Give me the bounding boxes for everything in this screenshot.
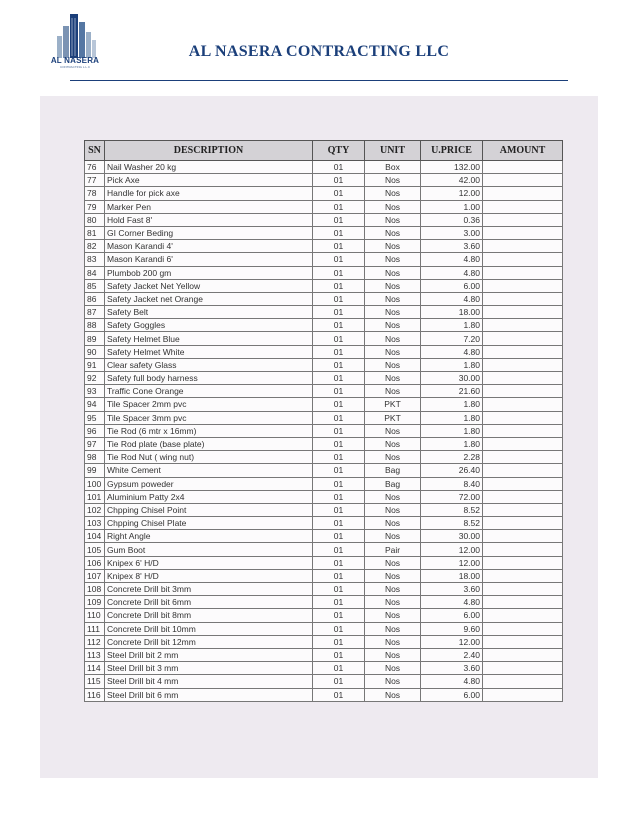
column-header-unit-price: U.PRICE — [421, 141, 483, 161]
cell-qty: 01 — [313, 332, 365, 345]
cell-qty: 01 — [313, 187, 365, 200]
cell-qty: 01 — [313, 398, 365, 411]
cell-unit: Nos — [365, 292, 421, 305]
cell-unit-price: 1.00 — [421, 200, 483, 213]
cell-qty: 01 — [313, 662, 365, 675]
table-row — [85, 464, 563, 477]
logo-text: AL NASERA — [50, 56, 100, 65]
column-header-unit: UNIT — [365, 141, 421, 161]
cell-unit-price: 4.80 — [421, 266, 483, 279]
cell-sn: 116 — [85, 688, 105, 701]
cell-unit-price: 4.80 — [421, 345, 483, 358]
cell-unit-price: 6.00 — [421, 609, 483, 622]
cell-unit: Nos — [365, 372, 421, 385]
cell-sn: 91 — [85, 358, 105, 371]
cell-sn: 87 — [85, 306, 105, 319]
cell-unit-price: 12.00 — [421, 187, 483, 200]
cell-sn: 98 — [85, 451, 105, 464]
cell-sn: 83 — [85, 253, 105, 266]
table-row — [85, 583, 563, 596]
cell-unit-price: 0.36 — [421, 213, 483, 226]
cell-amount — [483, 319, 563, 332]
cell-unit-price: 1.80 — [421, 398, 483, 411]
cell-amount — [483, 226, 563, 239]
cell-description: Knipex 6' H/D — [105, 556, 313, 569]
cell-unit: Nos — [365, 332, 421, 345]
cell-qty: 01 — [313, 675, 365, 688]
cell-description: Traffic Cone Orange — [105, 385, 313, 398]
cell-unit-price: 21.60 — [421, 385, 483, 398]
table-row — [85, 556, 563, 569]
cell-unit: Nos — [365, 596, 421, 609]
cell-amount — [483, 556, 563, 569]
cell-description: Safety full body harness — [105, 372, 313, 385]
cell-unit: Nos — [365, 200, 421, 213]
cell-description: Tie Rod (6 mtr x 16mm) — [105, 424, 313, 437]
cell-description: White Cement — [105, 464, 313, 477]
cell-amount — [483, 662, 563, 675]
cell-description: Safety Belt — [105, 306, 313, 319]
cell-description: Chpping Chisel Plate — [105, 517, 313, 530]
cell-description: Handle for pick axe — [105, 187, 313, 200]
price-table — [84, 140, 563, 702]
cell-unit: Nos — [365, 358, 421, 371]
cell-unit-price: 3.60 — [421, 583, 483, 596]
cell-sn: 89 — [85, 332, 105, 345]
cell-description: Nail Washer 20 kg — [105, 161, 313, 174]
cell-description: Plumbob 200 gm — [105, 266, 313, 279]
cell-qty: 01 — [313, 411, 365, 424]
cell-qty: 01 — [313, 240, 365, 253]
cell-unit: Nos — [365, 279, 421, 292]
table-row — [85, 543, 563, 556]
cell-sn: 86 — [85, 292, 105, 305]
cell-unit: Nos — [365, 266, 421, 279]
table-row — [85, 226, 563, 239]
column-header-description: DESCRIPTION — [105, 141, 313, 161]
cell-unit: Nos — [365, 490, 421, 503]
cell-sn: 95 — [85, 411, 105, 424]
cell-sn: 108 — [85, 583, 105, 596]
cell-qty: 01 — [313, 543, 365, 556]
cell-amount — [483, 688, 563, 701]
company-name: AL NASERA CONTRACTING LLC — [188, 43, 450, 60]
cell-qty: 01 — [313, 648, 365, 661]
cell-unit-price: 6.00 — [421, 688, 483, 701]
cell-unit: Pair — [365, 543, 421, 556]
cell-sn: 88 — [85, 319, 105, 332]
cell-unit-price: 9.60 — [421, 622, 483, 635]
cell-amount — [483, 240, 563, 253]
cell-unit: Nos — [365, 648, 421, 661]
cell-unit: Nos — [365, 213, 421, 226]
cell-sn: 93 — [85, 385, 105, 398]
table-row — [85, 662, 563, 675]
cell-sn: 81 — [85, 226, 105, 239]
cell-unit-price: 4.80 — [421, 292, 483, 305]
cell-sn: 80 — [85, 213, 105, 226]
cell-sn: 104 — [85, 530, 105, 543]
cell-sn: 85 — [85, 279, 105, 292]
table-row — [85, 609, 563, 622]
cell-qty: 01 — [313, 477, 365, 490]
cell-unit-price: 18.00 — [421, 306, 483, 319]
cell-qty: 01 — [313, 292, 365, 305]
cell-amount — [483, 306, 563, 319]
cell-unit: Nos — [365, 345, 421, 358]
table-row — [85, 279, 563, 292]
cell-amount — [483, 279, 563, 292]
table-row — [85, 200, 563, 213]
cell-sn: 96 — [85, 424, 105, 437]
cell-qty: 01 — [313, 372, 365, 385]
cell-description: Safety Jacket Net Yellow — [105, 279, 313, 292]
cell-unit-price: 18.00 — [421, 569, 483, 582]
cell-unit: Bag — [365, 464, 421, 477]
cell-sn: 78 — [85, 187, 105, 200]
cell-qty: 01 — [313, 161, 365, 174]
cell-unit: Nos — [365, 635, 421, 648]
table-row — [85, 451, 563, 464]
logo-subtext: CONTRACTING L.L.C — [59, 65, 90, 69]
cell-amount — [483, 398, 563, 411]
cell-unit: PKT — [365, 398, 421, 411]
cell-sn: 82 — [85, 240, 105, 253]
cell-qty: 01 — [313, 437, 365, 450]
cell-amount — [483, 200, 563, 213]
cell-qty: 01 — [313, 253, 365, 266]
cell-amount — [483, 253, 563, 266]
cell-amount — [483, 609, 563, 622]
cell-unit-price: 3.60 — [421, 240, 483, 253]
cell-sn: 105 — [85, 543, 105, 556]
table-row — [85, 490, 563, 503]
table-row — [85, 398, 563, 411]
cell-description: Mason Karandi 6' — [105, 253, 313, 266]
table-row — [85, 437, 563, 450]
cell-qty: 01 — [313, 200, 365, 213]
cell-description: Right Angle — [105, 530, 313, 543]
cell-description: Clear safety Glass — [105, 358, 313, 371]
cell-unit-price: 1.80 — [421, 358, 483, 371]
table-row — [85, 292, 563, 305]
cell-sn: 92 — [85, 372, 105, 385]
column-header-sn: SN — [85, 141, 105, 161]
table-row — [85, 477, 563, 490]
cell-amount — [483, 530, 563, 543]
cell-amount — [483, 543, 563, 556]
cell-sn: 111 — [85, 622, 105, 635]
cell-qty: 01 — [313, 174, 365, 187]
cell-amount — [483, 437, 563, 450]
cell-sn: 97 — [85, 437, 105, 450]
cell-amount — [483, 332, 563, 345]
cell-description: Mason Karandi 4' — [105, 240, 313, 253]
table-header-row — [85, 141, 563, 161]
cell-amount — [483, 622, 563, 635]
cell-sn: 94 — [85, 398, 105, 411]
cell-unit: Nos — [365, 424, 421, 437]
column-header-amount: AMOUNT — [483, 141, 563, 161]
cell-description: Steel Drill bit 3 mm — [105, 662, 313, 675]
cell-description: Gypsum poweder — [105, 477, 313, 490]
cell-description: Tie Rod Nut ( wing nut) — [105, 451, 313, 464]
cell-description: Concrete Drill bit 10mm — [105, 622, 313, 635]
table-row — [85, 358, 563, 371]
cell-description: Tile Spacer 3mm pvc — [105, 411, 313, 424]
cell-description: Knipex 8' H/D — [105, 569, 313, 582]
cell-unit: PKT — [365, 411, 421, 424]
cell-amount — [483, 583, 563, 596]
cell-sn: 115 — [85, 675, 105, 688]
cell-amount — [483, 174, 563, 187]
cell-unit-price: 1.80 — [421, 411, 483, 424]
cell-unit-price: 4.80 — [421, 596, 483, 609]
cell-sn: 107 — [85, 569, 105, 582]
table-row — [85, 622, 563, 635]
cell-amount — [483, 451, 563, 464]
cell-unit-price: 1.80 — [421, 319, 483, 332]
cell-unit-price: 42.00 — [421, 174, 483, 187]
table-row — [85, 240, 563, 253]
cell-unit-price: 30.00 — [421, 530, 483, 543]
cell-sn: 113 — [85, 648, 105, 661]
cell-qty: 01 — [313, 226, 365, 239]
cell-unit-price: 6.00 — [421, 279, 483, 292]
cell-sn: 103 — [85, 517, 105, 530]
cell-qty: 01 — [313, 688, 365, 701]
cell-amount — [483, 464, 563, 477]
cell-amount — [483, 675, 563, 688]
table-row — [85, 424, 563, 437]
cell-unit-price: 132.00 — [421, 161, 483, 174]
cell-description: GI Corner Beding — [105, 226, 313, 239]
cell-sn: 101 — [85, 490, 105, 503]
cell-unit-price: 12.00 — [421, 543, 483, 556]
cell-amount — [483, 477, 563, 490]
cell-unit: Nos — [365, 187, 421, 200]
cell-amount — [483, 490, 563, 503]
table-row — [85, 675, 563, 688]
cell-sn: 112 — [85, 635, 105, 648]
cell-sn: 90 — [85, 345, 105, 358]
cell-qty: 01 — [313, 464, 365, 477]
cell-unit: Nos — [365, 583, 421, 596]
table-row — [85, 332, 563, 345]
cell-unit-price: 1.80 — [421, 437, 483, 450]
table-row — [85, 503, 563, 516]
cell-qty: 01 — [313, 385, 365, 398]
table-row — [85, 569, 563, 582]
cell-unit-price: 4.80 — [421, 253, 483, 266]
cell-amount — [483, 517, 563, 530]
cell-qty: 01 — [313, 279, 365, 292]
cell-amount — [483, 345, 563, 358]
cell-qty: 01 — [313, 635, 365, 648]
cell-unit: Nos — [365, 569, 421, 582]
cell-unit-price: 7.20 — [421, 332, 483, 345]
cell-unit: Nos — [365, 688, 421, 701]
table-row — [85, 306, 563, 319]
cell-unit-price: 26.40 — [421, 464, 483, 477]
cell-qty: 01 — [313, 569, 365, 582]
cell-sn: 99 — [85, 464, 105, 477]
cell-description: Steel Drill bit 4 mm — [105, 675, 313, 688]
cell-amount — [483, 266, 563, 279]
cell-sn: 84 — [85, 266, 105, 279]
cell-amount — [483, 424, 563, 437]
cell-description: Concrete Drill bit 3mm — [105, 583, 313, 596]
cell-description: Marker Pen — [105, 200, 313, 213]
table-row — [85, 345, 563, 358]
cell-qty: 01 — [313, 517, 365, 530]
cell-description: Safety Helmet White — [105, 345, 313, 358]
table-row — [85, 596, 563, 609]
cell-unit: Nos — [365, 437, 421, 450]
cell-description: Tile Spacer 2mm pvc — [105, 398, 313, 411]
cell-amount — [483, 292, 563, 305]
cell-qty: 01 — [313, 596, 365, 609]
cell-qty: 01 — [313, 530, 365, 543]
cell-amount — [483, 385, 563, 398]
cell-amount — [483, 569, 563, 582]
cell-sn: 110 — [85, 609, 105, 622]
cell-unit: Nos — [365, 174, 421, 187]
cell-amount — [483, 503, 563, 516]
cell-unit-price: 3.00 — [421, 226, 483, 239]
cell-amount — [483, 358, 563, 371]
cell-sn: 76 — [85, 161, 105, 174]
cell-sn: 102 — [85, 503, 105, 516]
cell-qty: 01 — [313, 424, 365, 437]
table-row — [85, 688, 563, 701]
cell-unit-price: 4.80 — [421, 675, 483, 688]
cell-unit-price: 3.60 — [421, 662, 483, 675]
cell-amount — [483, 411, 563, 424]
cell-qty: 01 — [313, 583, 365, 596]
cell-amount — [483, 187, 563, 200]
cell-unit: Nos — [365, 385, 421, 398]
table-row — [85, 372, 563, 385]
cell-unit-price: 1.80 — [421, 424, 483, 437]
table-row — [85, 530, 563, 543]
cell-description: Aluminium Patty 2x4 — [105, 490, 313, 503]
cell-amount — [483, 648, 563, 661]
cell-qty: 01 — [313, 358, 365, 371]
table-row — [85, 266, 563, 279]
cell-sn: 109 — [85, 596, 105, 609]
cell-qty: 01 — [313, 266, 365, 279]
cell-unit: Nos — [365, 253, 421, 266]
cell-unit: Nos — [365, 517, 421, 530]
cell-unit-price: 72.00 — [421, 490, 483, 503]
cell-qty: 01 — [313, 503, 365, 516]
cell-unit-price: 12.00 — [421, 556, 483, 569]
cell-sn: 77 — [85, 174, 105, 187]
cell-unit: Nos — [365, 662, 421, 675]
cell-qty: 01 — [313, 345, 365, 358]
cell-qty: 01 — [313, 451, 365, 464]
table-row — [85, 635, 563, 648]
cell-description: Safety Jacket net Orange — [105, 292, 313, 305]
cell-description: Steel Drill bit 6 mm — [105, 688, 313, 701]
cell-unit: Nos — [365, 226, 421, 239]
cell-description: Concrete Drill bit 8mm — [105, 609, 313, 622]
cell-unit-price: 8.52 — [421, 503, 483, 516]
header-divider — [70, 80, 568, 81]
cell-unit-price: 8.40 — [421, 477, 483, 490]
cell-qty: 01 — [313, 306, 365, 319]
cell-amount — [483, 213, 563, 226]
cell-description: Concrete Drill bit 6mm — [105, 596, 313, 609]
cell-description: Steel Drill bit 2 mm — [105, 648, 313, 661]
cell-qty: 01 — [313, 490, 365, 503]
table-row — [85, 174, 563, 187]
table-row — [85, 213, 563, 226]
cell-unit: Nos — [365, 240, 421, 253]
cell-unit-price: 12.00 — [421, 635, 483, 648]
cell-unit: Nos — [365, 556, 421, 569]
cell-unit-price: 8.52 — [421, 517, 483, 530]
cell-description: Gum Boot — [105, 543, 313, 556]
table-row — [85, 319, 563, 332]
cell-amount — [483, 596, 563, 609]
cell-unit: Nos — [365, 609, 421, 622]
table-row — [85, 385, 563, 398]
table-row — [85, 161, 563, 174]
cell-description: Chpping Chisel Point — [105, 503, 313, 516]
cell-unit-price: 30.00 — [421, 372, 483, 385]
cell-description: Hold Fast 8' — [105, 213, 313, 226]
cell-description: Pick Axe — [105, 174, 313, 187]
cell-sn: 79 — [85, 200, 105, 213]
cell-unit: Nos — [365, 451, 421, 464]
cell-qty: 01 — [313, 622, 365, 635]
cell-description: Concrete Drill bit 12mm — [105, 635, 313, 648]
cell-amount — [483, 635, 563, 648]
table-row — [85, 253, 563, 266]
column-header-qty: QTY — [313, 141, 365, 161]
cell-amount — [483, 161, 563, 174]
cell-unit: Nos — [365, 319, 421, 332]
cell-unit: Nos — [365, 530, 421, 543]
cell-qty: 01 — [313, 213, 365, 226]
cell-qty: 01 — [313, 319, 365, 332]
cell-unit: Box — [365, 161, 421, 174]
cell-description: Tie Rod plate (base plate) — [105, 437, 313, 450]
cell-unit: Bag — [365, 477, 421, 490]
cell-sn: 114 — [85, 662, 105, 675]
cell-description: Safety Helmet Blue — [105, 332, 313, 345]
cell-qty: 01 — [313, 609, 365, 622]
cell-description: Safety Goggles — [105, 319, 313, 332]
table-row — [85, 648, 563, 661]
cell-sn: 100 — [85, 477, 105, 490]
cell-unit: Nos — [365, 622, 421, 635]
cell-qty: 01 — [313, 556, 365, 569]
cell-amount — [483, 372, 563, 385]
cell-unit: Nos — [365, 306, 421, 319]
table-row — [85, 411, 563, 424]
table-row — [85, 517, 563, 530]
cell-unit-price: 2.40 — [421, 648, 483, 661]
cell-sn: 106 — [85, 556, 105, 569]
table-row — [85, 187, 563, 200]
cell-unit-price: 2.28 — [421, 451, 483, 464]
cell-unit: Nos — [365, 675, 421, 688]
cell-unit: Nos — [365, 503, 421, 516]
